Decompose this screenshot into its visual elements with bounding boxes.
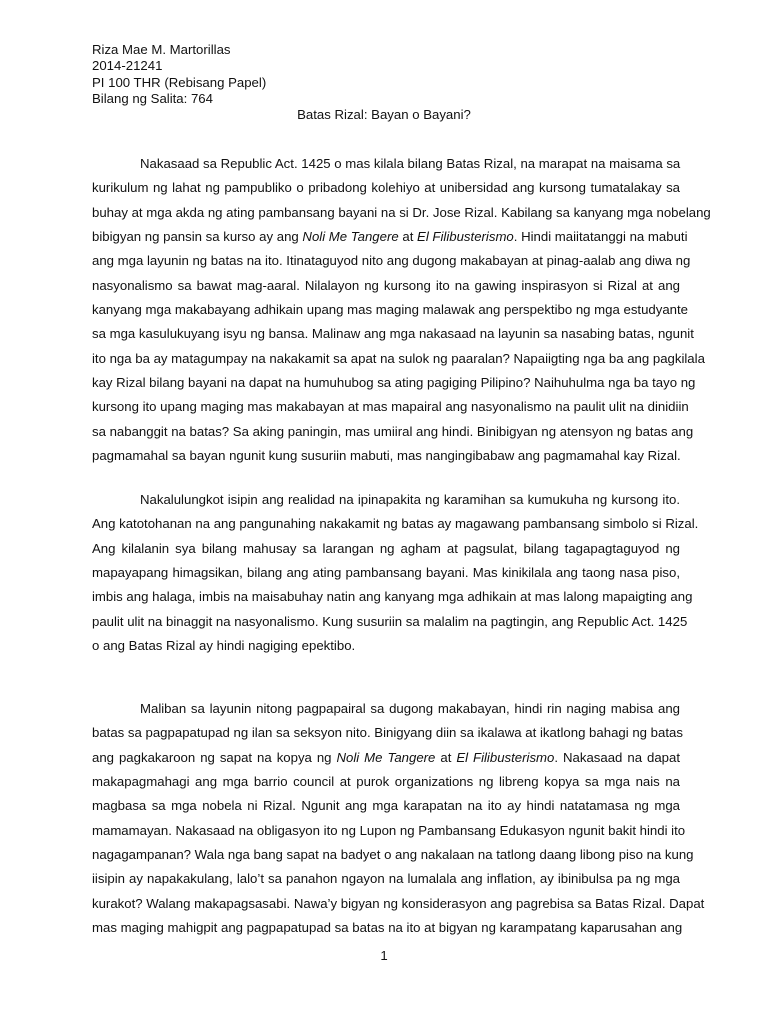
paragraph-line [92,152,680,176]
paragraph-line [92,634,680,658]
page-number: 1 [380,948,388,963]
paragraph-line [92,697,680,721]
line-text: sa nabanggit na batas? Sa aking paningin, mas umiiral ang hindi. Binibigyan ng atensyon ng batas ang [92,423,694,439]
line-text: nagagampanan? Wala nga bang sapat na badyet o ang nakalaan na tatlong daang libong piso na kung [92,847,694,863]
paragraph-line [92,843,694,867]
paragraph-line [92,488,680,512]
line-text: sa mga kasulukuyang isyu ng bansa. Malinaw ang mga nakasaad na layunin sa nasabing batas, ngunit [92,326,694,342]
paragraph-line [92,512,699,536]
line-text: bibigyan ng pansin sa kurso ay ang [92,229,303,245]
line-text: batas sa pagpapatupad ng ilan sa seksyon nito. Binigyang diin sa ikalawa at ikatlong bahagi ng batas [92,725,683,741]
line-text: Ang katotohanan na ang pangunahing nakakamit ng batas ay magawang pambansang simbolo si Rizal. [92,516,699,532]
paragraph-line [92,721,683,745]
line-text: makapagmahagi ang mga barrio council at purok organizations ng libreng kopya sa mga nais na [92,774,680,790]
paragraph-line [92,395,689,419]
paragraph-line [92,867,680,891]
paragraph-line [92,298,689,322]
line-text: mapayapang himagsikan, bilang ang ating pambansang bayani. Mas kinikilala ang taong nasa piso, [92,565,680,581]
italic-title-text: El Filibusterismo [456,749,555,765]
paragraph-line [92,746,680,770]
line-text: Maliban sa layunin nitong pagpapairal sa dugong makabayan, hindi rin naging mabisa ang [140,701,680,716]
paragraph-line [92,201,711,225]
line-text: ang mga layunin ng batas na ito. Itinataguyod nito ang dugong makabayan at pinag-aalab ang diwa ng [92,253,691,269]
line-text: kay Rizal bilang bayani na dapat na humuhubog sa ating pagiging Pilipino? Naihuhulma nga ba tayo ng [92,375,696,391]
paragraph-line [92,176,680,200]
line-text: iisipin ay napakakulang, lalo’t sa panahon ngayon na lumalala ang inflation, ay ibinibulsa pa ng mga [92,871,680,887]
line-text: Nakasaad sa Republic Act. 1425 o mas kilala bilang Batas Rizal, na marapat na maisama sa [140,156,681,171]
paragraph-line [92,585,693,609]
word-count: Bilang ng Salita: 764 [92,91,213,107]
line-text: imbis ang halaga, imbis na maisabuhay natin ang kanyang mga adhikain at mas lalong mapaigting ang [92,589,693,605]
line-text: paulit ulit na binaggit na nasyonalismo. Kung susuriin sa malalim na pagtingin, ang Republic Act. 1425 [92,613,688,629]
paragraph-line [92,322,694,346]
document-header [92,42,266,108]
course-label: PI 100 THR (Rebisang Papel) [92,74,267,90]
line-text: . Hindi maiitatanggi na mabuti [513,229,688,245]
line-text: kurakot? Walang makapagsasabi. Nawa’y bigyan ng konsiderasyon ang pagrebisa sa Batas Rizal. Dapat [92,895,705,911]
paragraph-line [92,916,683,940]
essay-title: Batas Rizal: Bayan o Bayani? [297,107,471,122]
italic-title-text: El Filibusterismo [417,229,514,245]
line-text: ito nga ba ay matagumpay na nakakamit sa apat na sulok ng paaralan? Napaiigting nga ba ang pagkilala [92,350,705,366]
line-text: at [435,749,457,765]
paragraph-line [92,610,688,634]
paragraph-line [92,892,705,916]
italic-title-text: Noli Me Tangere [302,229,399,245]
paragraph-line [92,794,680,818]
paragraph-line [92,537,680,561]
line-text: kanyang mga makabayang adhikain upang mas maging malawak ang perspektibo ng mga estudyante [92,302,689,318]
line-text: nasyonalismo sa bawat mag-aaral. Nilalayon ng kursong ito na gawing inspirasyon si Rizal at ang [92,277,680,293]
paragraph-line [92,249,691,273]
paragraph-line [92,347,705,371]
line-text: Nakalulungkot isipin ang realidad na ipinapakita ng karamihan sa kumukuha ng kursong ito. [140,492,680,507]
paragraph-line [92,371,696,395]
paragraph-line [92,225,688,249]
line-text: pagmamahal sa bayan ngunit kung susuriin mabuti, mas nangingibabaw ang pagmamahal kay Rizal. [92,448,681,464]
line-text: buhay at mga akda ng ating pambansang bayani na si Dr. Jose Rizal. Kabilang sa kanyang mga nobelang [92,204,711,220]
paragraph-3 [92,697,705,940]
paragraph-line [92,444,680,468]
paragraph-1 [92,152,711,468]
line-text: kursong ito upang maging mas makabayan at mas mapairal ang nasyonalismo na paulit ulit na dinidiin [92,399,689,415]
author-name: Riza Mae M. Martorillas [92,42,231,57]
line-text: o ang Batas Rizal ay hindi nagiging epektibo. [92,638,356,654]
line-text: kurikulum ng lahat ng pampubliko o pribadong kolehiyo at unibersidad ang kursong tumatalakay sa [92,180,680,196]
paragraph-line [92,819,686,843]
paragraph-line [92,770,680,794]
line-text: at [398,229,418,245]
paragraph-2 [92,488,699,658]
line-text: Ang kilalanin sya bilang mahusay sa larangan ng agham at pagsulat, bilang tagapagtaguyod ng [92,540,680,556]
line-text: mamamayan. Nakasaad na obligasyon ito ng Lupon ng Pambansang Edukasyon ngunit bakit hindi ito [92,822,686,838]
line-text: . Nakasaad na dapat [554,749,680,765]
paragraph-line [92,420,694,444]
italic-title-text: Noli Me Tangere [336,749,436,765]
paragraph-line [92,561,680,585]
line-text: mas maging mahigpit ang pagpapatupad sa batas na ito at bigyan ng karampatang kaparusahan ang [92,920,683,936]
line-text: ang pagkakaroon ng sapat na kopya ng [92,749,337,765]
line-text: magbasa sa mga nobela ni Rizal. Ngunit ang mga karapatan na ito ay hindi natatamasa ng mga [92,798,680,814]
paragraph-line [92,274,680,298]
student-number: 2014-21241 [92,58,163,74]
